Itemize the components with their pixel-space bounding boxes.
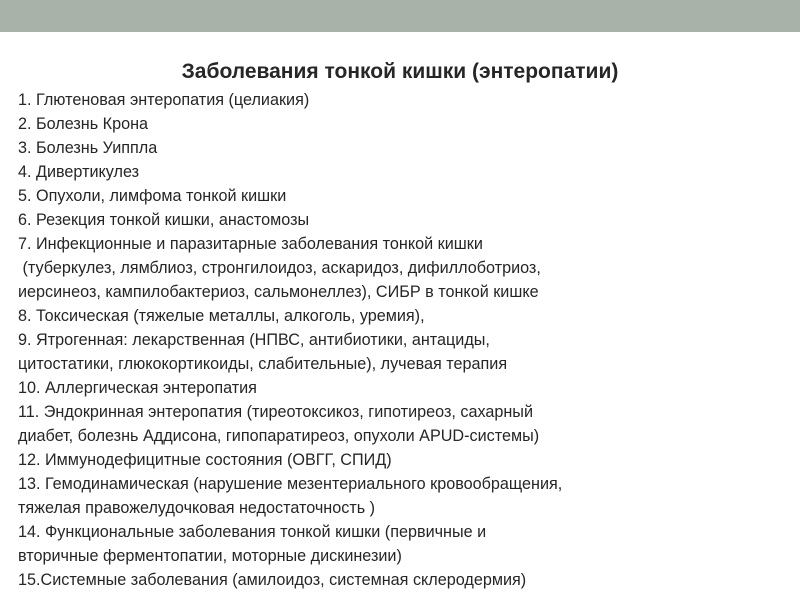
list-line: 8. Токсическая (тяжелые металлы, алкоголь, уремия),: [18, 307, 425, 325]
list-line: 5. Опухоли, лимфома тонкой кишки: [18, 187, 287, 205]
list-line: 7. Инфекционные и паразитарные заболевания тонкой кишки: [18, 235, 483, 253]
list-line: 6. Резекция тонкой кишки, анастомозы: [18, 211, 310, 229]
top-band: [0, 0, 800, 32]
list-line: 3. Болезнь Уиппла: [18, 139, 158, 157]
disease-list: [18, 88, 793, 592]
list-line: 1. Глютеновая энтеропатия (целиакия): [18, 91, 310, 109]
slide-title: Заболевания тонкой кишки (энтеропатии): [181, 60, 619, 83]
slide: [0, 32, 800, 600]
list-line: 2. Болезнь Крона: [18, 115, 149, 133]
list-line: цитостатики, глюкокортикоиды, слабительные), лучевая терапия: [18, 355, 508, 373]
list-line: 4. Дивертикулез: [18, 163, 140, 181]
list-line: 13. Гемодинамическая (нарушение мезентериального кровообращения,: [18, 475, 563, 493]
list-line: 9. Ятрогенная: лекарственная (НПВС, антибиотики, антациды,: [18, 331, 490, 349]
list-line: (туберкулез, лямблиоз, стронгилоидоз, аскаридоз, дифиллоботриоз,: [18, 259, 541, 277]
list-line: тяжелая правожелудочковая недостаточность ): [18, 499, 376, 517]
list-line: иерсинеоз, кампилобактериоз, сальмонеллез), СИБР в тонкой кишке: [18, 283, 539, 301]
list-line: 15.Системные заболевания (амилоидоз, системная склеродермия): [18, 571, 527, 589]
list-line: вторичные ферментопатии, моторные дискинезии): [18, 547, 402, 565]
list-line: 12. Иммунодефицитные состояния (ОВГГ, СПИД): [18, 451, 392, 469]
list-line: 10. Аллергическая энтеропатия: [18, 379, 257, 397]
list-line: 11. Эндокринная энтеропатия (тиреотоксикоз, гипотиреоз, сахарный: [18, 403, 533, 421]
list-line: 14. Функциональные заболевания тонкой кишки (первичные и: [18, 523, 487, 541]
list-line: диабет, болезнь Аддисона, гипопаратиреоз, опухоли APUD-системы): [18, 427, 540, 445]
